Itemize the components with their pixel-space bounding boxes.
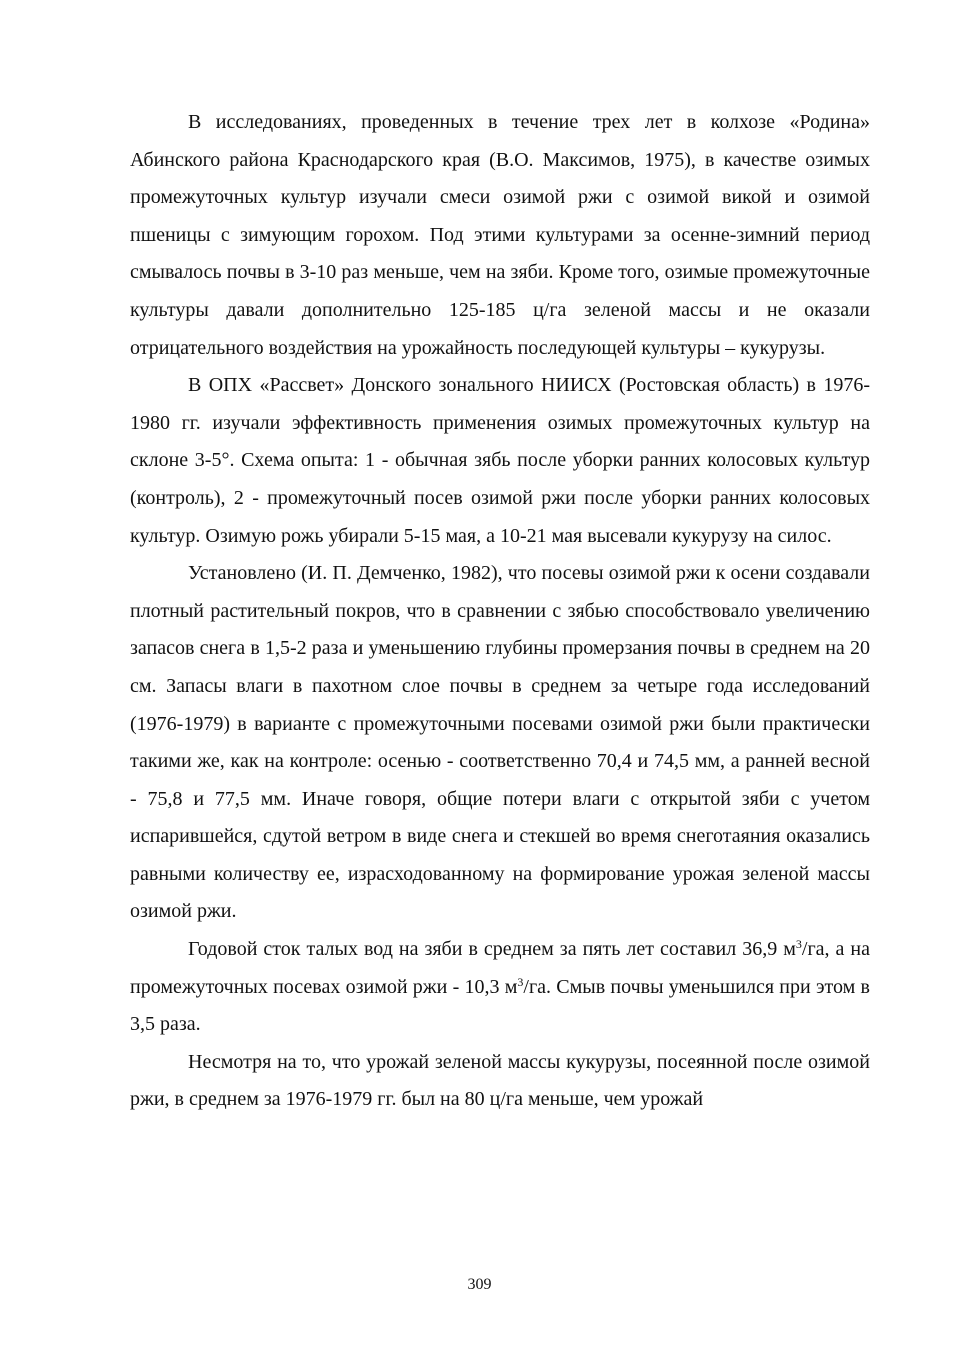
paragraph-4	[130, 931, 870, 1044]
paragraph-5: Несмотря на то, что урожай зеленой массы кукурузы, посеянной после озимой ржи, в среднем за 1976-1979 гг. был на 80 ц/га меньше, чем урожай	[130, 1050, 870, 1111]
page-number: 309	[467, 1276, 492, 1293]
paragraph-1: В исследованиях, проведенных в течение трех лет в колхозе «Родина» Абинского района Краснодарского края (В.О. Максимов, 1975), в качестве озимых промежуточных культур изучали смеси озимой ржи с озимой викой и озимой пшеницы с зимующим горохом. Под этими культурами за осенне-зимний период смывалось почвы в 3-10 раз меньше, чем на зяби. Кроме того, озимые промежуточные культуры давали дополнительно 125-185 ц/га зеленой массы и не оказали отрицательного воздействия на урожайность последующей культуры – кукурузы.	[130, 111, 870, 359]
paragraph-4-part-3: /га. Смыв почвы уменьшился при этом в 3,5 раза.	[130, 975, 871, 1036]
paragraph-4-part-2: /га, а на промежуточных посевах озимой ржи - 10,3 м	[130, 938, 870, 998]
superscript-cubed-2: 3	[517, 974, 524, 989]
paragraph-2: В ОПХ «Рассвет» Донского зонального НИИСХ (Ростовская область) в 1976-1980 гг. изучали эффективность применения озимых промежуточных культур на склоне 3-5°. Схема опыта: 1 - обычная зябь после уборки ранних колосовых культур (контроль), 2 - промежуточный посев озимой ржи после уборки ранних колосовых культур. Озимую рожь убирали 5-15 мая, а 10-21 мая высевали кукурузу на силос.	[130, 374, 870, 547]
body-text	[130, 104, 870, 1119]
paragraph-4-part-1: Годовой сток талых вод на зяби в среднем за пять лет составил 36,9 м	[188, 938, 796, 961]
paragraph-3: Установлено (И. П. Демченко, 1982), что посевы озимой ржи к осени создавали плотный растительный покров, что в сравнении с зябью способствовало увеличению запасов снега в 1,5-2 раза и уменьшению глубины промерзания почвы в среднем на 20 см. Запасы влаги в пахотном слое почвы в среднем за четыре года исследований (1976-1979) в варианте с промежуточными посевами озимой ржи были практически такими же, как на контроле: осенью - соответственно 70,4 и 74,5 мм, а ранней весной - 75,8 и 77,5 мм. Иначе говоря, общие потери влаги с открытой зяби с учетом испарившейся, сдутой ветром в виде снега и стекшей во время снеготаяния оказались равными количеству ее, израсходованному на формирование урожая зеленой массы озимой ржи.	[130, 562, 870, 923]
superscript-cubed-1: 3	[795, 937, 802, 952]
